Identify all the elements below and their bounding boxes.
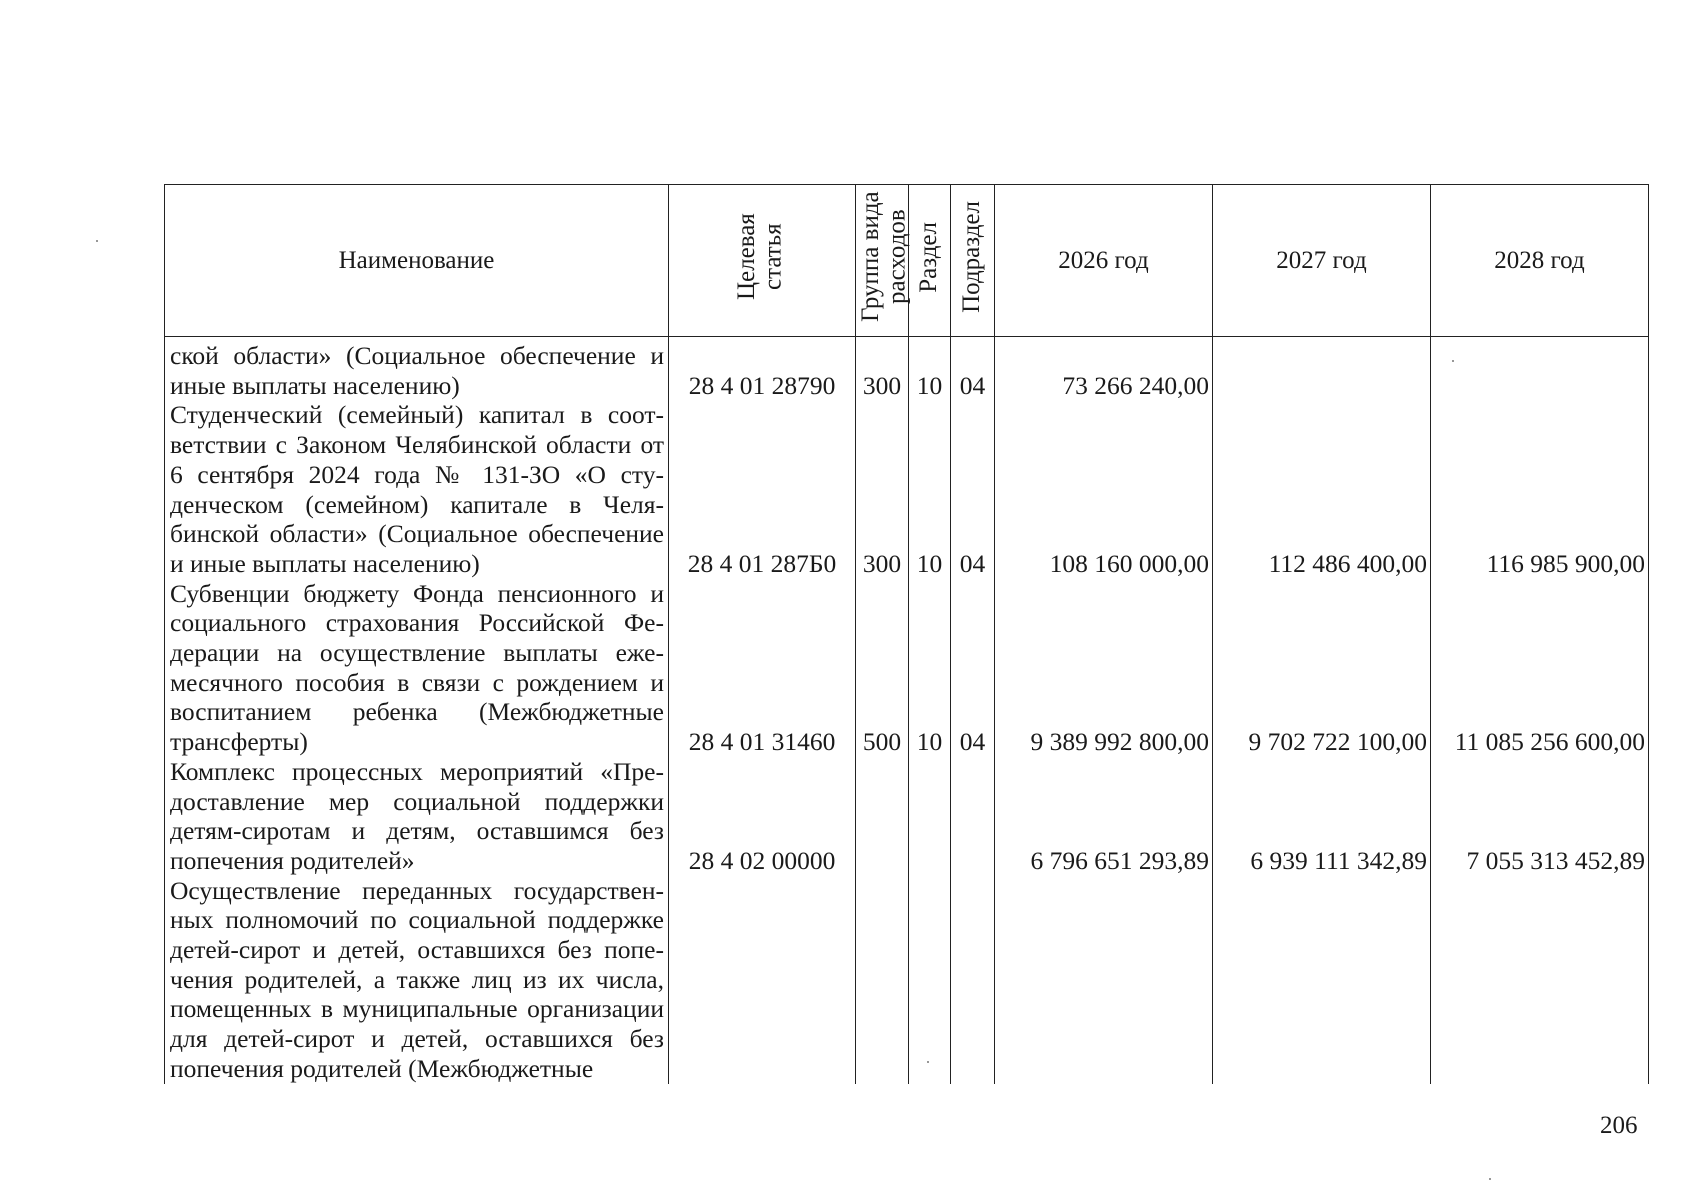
table-row [165,876,1649,1084]
row-2026 [995,876,1213,1084]
header-2027: 2027 год [1213,185,1431,337]
row-2028: 11 085 256 600,00 [1431,579,1649,757]
header-target-article-label: Целевая статья [733,213,787,301]
row-name: ской области» (Социальное обеспечение и иные выплаты населению) [165,337,669,401]
row-2026: 73 266 240,00 [995,337,1213,401]
row-2027: 9 702 722 100,00 [1213,579,1431,757]
row-subsection: 04 [951,579,995,757]
row-name: Студенческий (семейный) капитал в соответствии с Законом Челябинской области от 6 сентября 2024 года № 131-ЗО «О студенческом (семейном) капитале в Челябинской области» (Социальное обеспечение и иные выплаты населению) [165,400,669,578]
header-subsection-label: Подраздел [958,201,986,313]
scan-speck [96,240,98,242]
row-target-article: 28 4 01 28790 [669,337,856,401]
header-section-label: Раздел [915,221,943,293]
row-name: Комплекс процессных мероприятий «Предоставление мер социальной поддержки детям-сиротам и детям, оставшимся без попечения родителей» [165,757,669,876]
row-2028 [1431,876,1649,1084]
table-row [165,337,1649,401]
row-2026: 108 160 000,00 [995,400,1213,578]
row-subsection: 04 [951,337,995,401]
table-row [165,400,1649,578]
table-header-row [165,185,1649,337]
row-2027 [1213,337,1431,401]
row-name: Осуществление переданных государственных полномочий по социальной поддержке детей-сирот и детей, оставшихся без попечения родителей, а также лиц из их числа, помещенных в муниципальные организации для детей-сирот и детей, оставшихся без попечения родителей (Межбюджетные [165,876,669,1084]
row-expense-group: 300 [856,400,909,578]
row-expense-group [856,876,909,1084]
row-name: Субвенции бюджету Фонда пенсионного и социального страхования Российской Федерации на осуществление выплаты ежемесячного пособия в связи с рождением и воспитанием ребенка (Межбюджетные трансферты) [165,579,669,757]
row-section [909,757,951,876]
row-section: 10 [909,579,951,757]
scan-speck [1489,1178,1491,1180]
header-expense-group-label: Группа вида расходов [857,191,911,323]
row-target-article: 28 4 02 00000 [669,757,856,876]
row-target-article: 28 4 01 31460 [669,579,856,757]
row-2028: 116 985 900,00 [1431,400,1649,578]
row-target-article [669,876,856,1084]
row-2026: 9 389 992 800,00 [995,579,1213,757]
row-2028: 7 055 313 452,89 [1431,757,1649,876]
page-number: 206 [1600,1112,1638,1139]
row-section: 10 [909,337,951,401]
budget-table [164,184,1649,1084]
header-2028: 2028 год [1431,185,1649,337]
table-row [165,579,1649,757]
table-row [165,757,1649,876]
header-2026: 2026 год [995,185,1213,337]
row-expense-group: 500 [856,579,909,757]
row-2027: 112 486 400,00 [1213,400,1431,578]
header-expense-group [856,185,909,337]
header-target-article [669,185,856,337]
header-section [909,185,951,337]
row-expense-group: 300 [856,337,909,401]
row-expense-group [856,757,909,876]
row-target-article: 28 4 01 287Б0 [669,400,856,578]
row-subsection: 04 [951,400,995,578]
row-2027: 6 939 111 342,89 [1213,757,1431,876]
row-subsection [951,757,995,876]
header-subsection [951,185,995,337]
row-2026: 6 796 651 293,89 [995,757,1213,876]
row-2028 [1431,337,1649,401]
row-section [909,876,951,1084]
row-subsection [951,876,995,1084]
row-2027 [1213,876,1431,1084]
scan-speck [1452,360,1454,362]
scan-speck [927,1061,929,1063]
row-section: 10 [909,400,951,578]
header-name: Наименование [165,185,669,337]
